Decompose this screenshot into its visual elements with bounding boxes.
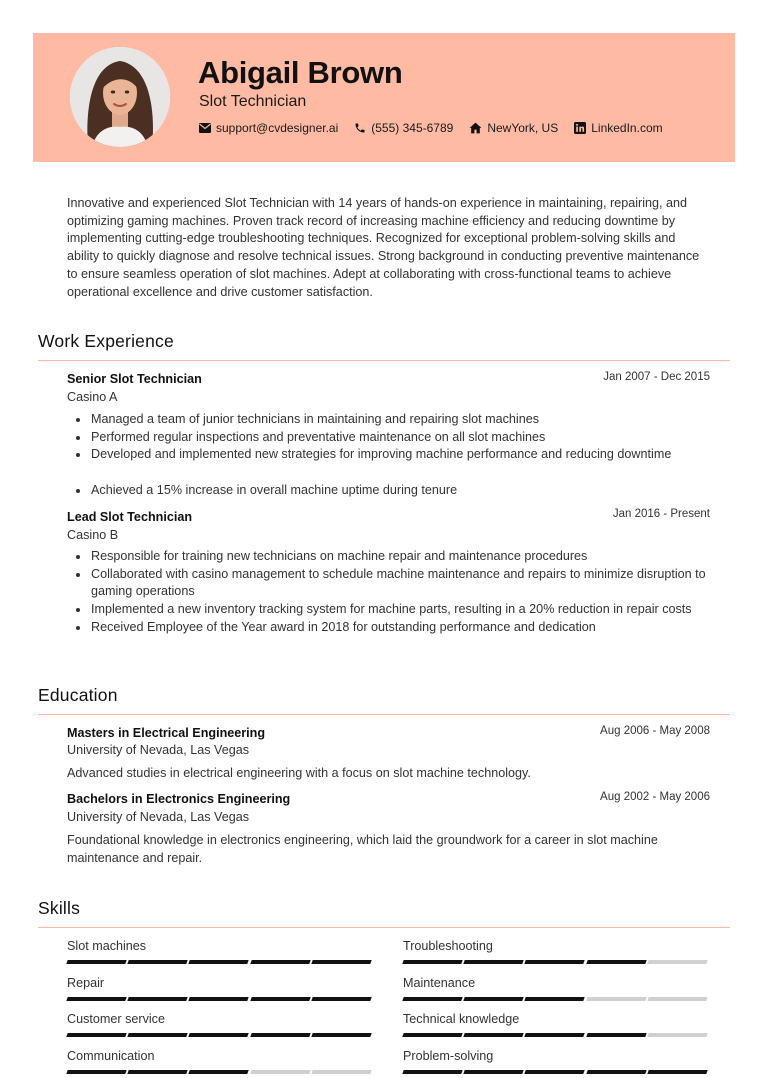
contact-location (469, 121, 558, 135)
degree-school: University of Nevada, Las Vegas (67, 810, 250, 824)
job-company: Casino B (67, 528, 119, 542)
section-divider (38, 360, 730, 361)
skill-name: Communication (67, 1049, 155, 1063)
skill-segment-filled (66, 997, 126, 1001)
skill-item (67, 939, 373, 964)
skill-segment-filled (463, 960, 523, 964)
skill-name: Troubleshooting (403, 939, 493, 953)
skill-segment-filled (463, 1070, 523, 1074)
contact-email[interactable] (199, 121, 338, 135)
skill-item (67, 1049, 373, 1074)
skill-segment-filled (586, 1070, 646, 1074)
skill-segment-filled (525, 1033, 585, 1037)
email-text: support@cvdesigner.ai (216, 121, 339, 135)
skill-segment-filled (311, 997, 371, 1001)
job-bullet: Responsible for training new technicians on machine repair and maintenance procedures (67, 548, 712, 566)
linkedin-text: LinkedIn.com (591, 121, 663, 135)
skill-segment-filled (311, 960, 371, 964)
location-text: NewYork, US (487, 121, 559, 135)
skill-name: Maintenance (403, 976, 476, 990)
skill-segment-filled (127, 960, 187, 964)
skill-segment-filled (127, 1070, 187, 1074)
skill-segment-filled (463, 1033, 523, 1037)
skill-segment-filled (189, 960, 249, 964)
job-bullet: Implemented a new inventory tracking system for machine parts, resulting in a 20% reduction in repair costs (67, 601, 712, 619)
skill-level-bar (403, 1070, 709, 1074)
candidate-name: Abigail Brown (198, 55, 403, 90)
degree-dates: Aug 2006 - May 2008 (600, 725, 710, 737)
skill-segment-filled (66, 1033, 126, 1037)
skill-segment-filled (127, 997, 187, 1001)
job-dates: Jan 2016 - Present (612, 508, 710, 520)
work-experience-heading: Work Experience (38, 331, 174, 351)
skill-segment-filled (586, 1033, 646, 1037)
skill-segment-filled (586, 960, 646, 964)
envelope-icon (199, 123, 211, 133)
skill-segment-filled (250, 960, 310, 964)
skill-segment-filled (402, 1070, 462, 1074)
skill-level-bar (67, 960, 373, 964)
skill-name: Problem-solving (403, 1049, 494, 1063)
professional-summary: Innovative and experienced Slot Technician with 14 years of hands-on experience in maintaining, repairing, and optimizing gaming machines. Proven track record of increasing machine efficiency and reducing downtime by implementing cutting-edge troubleshooting techniques. Recognized for exceptional problem-solving skills and ability to quickly diagnose and resolve technical issues. Strong background in conducting preventive maintenance to ensure seamless operation of slot machines. Adept at collaborating with cross-functional teams to achieve operational excellence and drive customer satisfaction. (67, 196, 700, 299)
skill-name: Technical knowledge (403, 1012, 520, 1026)
skill-segment-filled (402, 960, 462, 964)
degree-title: Masters in Electrical Engineering (67, 726, 266, 740)
skill-segment-filled (250, 997, 310, 1001)
skill-name: Slot machines (67, 939, 147, 953)
skill-segment-filled (189, 1070, 249, 1074)
skill-level-bar (403, 960, 709, 964)
skill-segment-empty (647, 1033, 707, 1037)
contact-row (199, 121, 679, 135)
home-icon (469, 122, 482, 134)
skill-level-bar (67, 1033, 373, 1037)
section-divider (38, 927, 730, 928)
skill-segment-filled (525, 1070, 585, 1074)
job-bullets (67, 411, 712, 500)
skill-segment-filled (525, 997, 585, 1001)
skill-level-bar (67, 1070, 373, 1074)
skill-item (403, 1049, 709, 1074)
skill-segment-filled (647, 1070, 707, 1074)
job-title: Lead Slot Technician (67, 510, 193, 524)
skill-level-bar (403, 1033, 709, 1037)
skill-item (403, 939, 709, 964)
skill-item (67, 1012, 373, 1037)
skill-level-bar (403, 997, 709, 1001)
skill-segment-filled (402, 997, 462, 1001)
skill-level-bar (67, 997, 373, 1001)
job-company: Casino A (67, 390, 118, 404)
skill-segment-filled (127, 1033, 187, 1037)
skill-item (403, 1012, 709, 1037)
skill-segment-empty (311, 1070, 371, 1074)
skill-name: Repair (67, 976, 105, 990)
skill-segment-filled (66, 1070, 126, 1074)
degree-dates: Aug 2002 - May 2006 (600, 791, 710, 803)
linkedin-icon (574, 122, 586, 134)
skill-item (403, 976, 709, 1001)
skill-name: Customer service (67, 1012, 165, 1026)
resume-header (33, 33, 735, 162)
skill-segment-filled (463, 997, 523, 1001)
job-title: Senior Slot Technician (67, 372, 202, 386)
contact-phone[interactable] (354, 121, 453, 135)
degree-description: Advanced studies in electrical engineering with a focus on slot machine technology. (67, 766, 531, 780)
skill-segment-empty (586, 997, 646, 1001)
contact-linkedin[interactable] (574, 121, 662, 135)
skill-segment-filled (311, 1033, 371, 1037)
skills-heading: Skills (38, 898, 81, 918)
job-dates: Jan 2007 - Dec 2015 (603, 371, 710, 383)
skill-segment-empty (250, 1070, 310, 1074)
skill-item (67, 976, 373, 1001)
education-heading: Education (38, 685, 118, 705)
job-bullet: Performed regular inspections and preventative maintenance on all slot machines (67, 429, 712, 447)
skill-segment-filled (402, 1033, 462, 1037)
job-bullet: Collaborated with casino management to schedule machine maintenance and repairs to minimize disruption to gaming operations (67, 566, 712, 601)
skill-segment-filled (66, 960, 126, 964)
section-divider (38, 714, 730, 715)
job-bullet: Managed a team of junior technicians in maintaining and repairing slot machines (67, 411, 712, 429)
phone-icon (354, 122, 366, 134)
degree-description: Foundational knowledge in electronics engineering, which laid the groundwork for a career in slot machine maintenance and repair. (67, 833, 658, 865)
candidate-title: Slot Technician (199, 93, 307, 110)
degree-school: University of Nevada, Las Vegas (67, 743, 250, 757)
skill-segment-empty (647, 960, 707, 964)
job-bullets (67, 548, 712, 637)
skill-segment-filled (189, 997, 249, 1001)
skill-segment-empty (647, 997, 707, 1001)
degree-title: Bachelors in Electronics Engineering (67, 792, 291, 806)
profile-photo (70, 47, 170, 147)
job-bullet: Developed and implemented new strategies for improving machine performance and reducing downtime (67, 446, 712, 464)
job-bullet: Achieved a 15% increase in overall machine uptime during tenure (67, 482, 712, 500)
phone-text: (555) 345-6789 (371, 121, 454, 135)
skill-segment-filled (525, 960, 585, 964)
avatar-illustration (70, 47, 170, 147)
job-bullet: Received Employee of the Year award in 2018 for outstanding performance and dedication (67, 619, 712, 637)
skill-segment-filled (250, 1033, 310, 1037)
skill-segment-filled (189, 1033, 249, 1037)
